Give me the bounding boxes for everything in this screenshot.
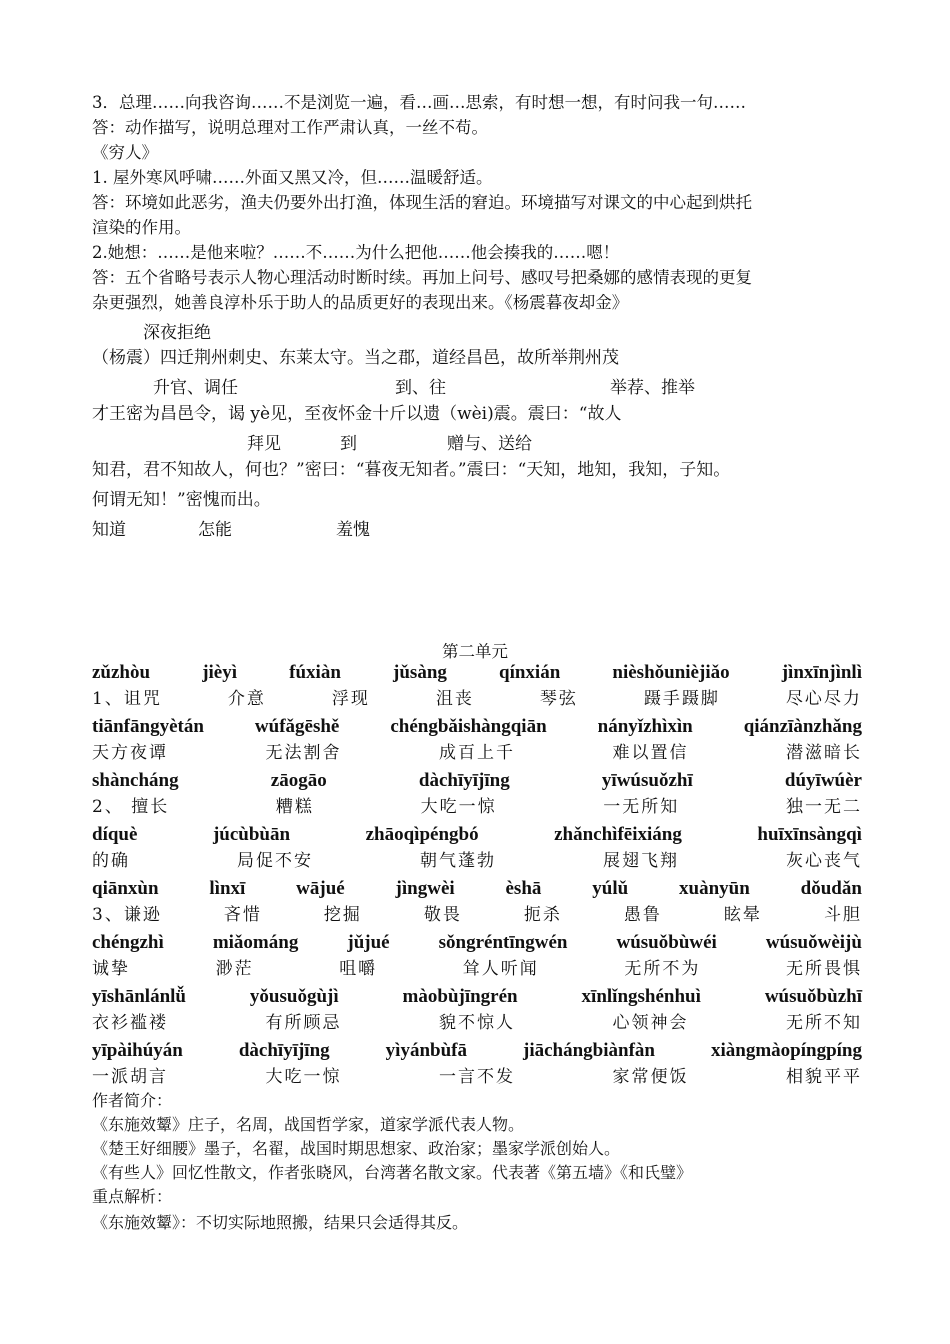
pinyin-word: júcùbùān	[212, 824, 291, 845]
text-line: 《东施效颦》：不切实际地照搬，结果只会适得其反。	[92, 1213, 469, 1232]
pinyin-word: yīwúsuǒzhī	[601, 770, 693, 791]
text-line: 杂更强烈，她善良淳朴乐于助人的品质更好的表现出来。《杨震暮夜却金》	[92, 293, 629, 312]
hanzi-word: 吝惜	[223, 905, 262, 925]
hanzi-word: 蹑手蹑脚	[643, 689, 720, 709]
hanzi-word: 尽心尽力	[785, 689, 862, 709]
text-line: 答：五个省略号表示人物心理活动时断时续。再加上问号、感叹号把桑娜的感情表现的更复	[92, 268, 752, 287]
classical-text-line: 知君，君不知故人，何也？”密曰：“暮夜无知者。”震曰：“天知，地知，我知，子知。	[92, 460, 731, 480]
pinyin-word: jiāchángbiànfàn	[523, 1040, 655, 1061]
hanzi-word: 无所不知	[786, 1013, 862, 1033]
pinyin-word: dàchīyījīng	[418, 770, 510, 791]
classical-text-line: （杨震）四迁荆州刺史、东莱太守。当之郡，道经昌邑，故所举荆州茂	[92, 348, 619, 368]
hanzi-word: 有所顾忌	[265, 1013, 342, 1033]
hanzi-word: 局促不安	[237, 851, 313, 871]
hanzi-row	[92, 794, 862, 820]
hanzi-word: 成百上千	[439, 743, 515, 763]
pinyin-word: dàchīyījīng	[238, 1040, 330, 1061]
hanzi-word: 2、 擅长	[92, 797, 170, 817]
pinyin-row	[92, 876, 862, 902]
pinyin-word: nányǐzhìxìn	[597, 716, 693, 737]
text-line: 答：动作描写，说明总理对工作严肃认真，一丝不苟。	[92, 118, 488, 137]
hanzi-word: 朝气蓬勃	[420, 851, 496, 871]
pinyin-word: wúsuǒbùzhī	[764, 986, 862, 1007]
pinyin-word: tiānfāngyètán	[92, 716, 204, 737]
hanzi-word: 琴弦	[539, 689, 578, 709]
text-line: 作者简介：	[92, 1091, 173, 1110]
hanzi-word: 潜滋暗长	[786, 743, 862, 763]
pinyin-word: chéngbǎishàngqiān	[390, 716, 547, 737]
pinyin-row	[92, 822, 862, 848]
pinyin-word: qínxián	[499, 662, 561, 683]
pinyin-word: yǒusuǒgùjì	[249, 986, 339, 1007]
hanzi-word: 独一无二	[785, 797, 862, 817]
pinyin-word: màobùjīngrén	[402, 986, 518, 1007]
text-line: 重点解析：	[92, 1187, 173, 1206]
pinyin-row	[92, 768, 862, 794]
pinyin-word: jǔjué	[347, 932, 390, 953]
hanzi-word: 浮现	[331, 689, 370, 709]
pinyin-word: qiānxùn	[92, 878, 159, 899]
pinyin-word: miǎománg	[212, 932, 299, 953]
hanzi-word: 无所畏惧	[785, 959, 862, 979]
pinyin-row	[92, 930, 862, 956]
hanzi-row	[92, 848, 862, 874]
classical-text-line: 才王密为昌邑令，谒 yè见，至夜怀金十斤以遗（wèi)震。震曰：“故人	[92, 404, 622, 424]
gloss: 到	[340, 434, 357, 454]
pinyin-word: huīxīnsàngqì	[757, 824, 862, 845]
text-line: 《楚王好细腰》墨子，名翟，战国时期思想家、政治家；墨家学派创始人。	[92, 1139, 621, 1158]
pinyin-word: wājué	[296, 878, 345, 899]
pinyin-word: yīpàihúyán	[92, 1040, 183, 1061]
text-line: 《东施效颦》庄子，名周，战国哲学家，道家学派代表人物。	[92, 1115, 525, 1134]
text-line: 3．总理……向我咨询……不是浏览一遍，看…画…思索，有时想一想，有时问我一句……	[92, 93, 746, 112]
pinyin-word: nièshǒunièjiǎo	[612, 662, 730, 683]
text-line: 《有些人》回忆性散文，作者张晓风，台湾著名散文家。代表著《第五墙》《和氏璧》	[92, 1163, 693, 1182]
hanzi-word: 无所不为	[624, 959, 701, 979]
pinyin-word: wúsuǒbùwéi	[616, 932, 717, 953]
hanzi-word: 敬畏	[423, 905, 462, 925]
pinyin-word: fúxiàn	[289, 662, 341, 683]
pinyin-word: lìnxī	[209, 878, 246, 899]
hanzi-word: 难以置信	[612, 743, 689, 763]
pinyin-word: xīnlǐngshénhuì	[581, 986, 701, 1007]
hanzi-word: 天方夜谭	[92, 743, 168, 763]
hanzi-word: 衣衫褴褛	[92, 1013, 168, 1033]
hanzi-word: 貌不惊人	[439, 1013, 515, 1033]
pinyin-word: zhāoqìpéngbó	[365, 824, 479, 845]
hanzi-word: 家常便饭	[612, 1067, 689, 1087]
section-heading: 第二单元	[442, 642, 508, 661]
hanzi-word: 愚鲁	[623, 905, 662, 925]
hanzi-word: 扼杀	[523, 905, 562, 925]
pinyin-word: díquè	[92, 824, 138, 845]
gloss: 到、往	[395, 378, 446, 398]
hanzi-word: 眩晕	[723, 905, 762, 925]
hanzi-word: 心领神会	[612, 1013, 689, 1033]
hanzi-row	[92, 686, 862, 712]
pinyin-word: zāogāo	[270, 770, 327, 791]
pinyin-word: jièyì	[202, 662, 238, 683]
gloss: 深夜拒绝	[143, 323, 211, 343]
hanzi-word: 渺茫	[215, 959, 254, 979]
pinyin-word: jìnxīnjìnlì	[781, 662, 862, 683]
hanzi-word: 诚挚	[92, 959, 130, 979]
hanzi-word: 大吃一惊	[420, 797, 497, 817]
gloss: 怎能	[198, 520, 232, 540]
hanzi-word: 1、诅咒	[92, 689, 162, 709]
gloss: 举荐、推举	[610, 378, 695, 398]
pinyin-word: xiàngmàopíngpíng	[711, 1040, 862, 1061]
hanzi-word: 挖掘	[323, 905, 362, 925]
pinyin-word: sǒngréntīngwén	[438, 932, 568, 953]
hanzi-row	[92, 902, 862, 928]
hanzi-row	[92, 740, 862, 766]
hanzi-word: 大吃一惊	[265, 1067, 342, 1087]
hanzi-word: 糟糕	[275, 797, 314, 817]
pinyin-word: qiánzīànzhǎng	[743, 716, 862, 737]
hanzi-word: 一言不发	[439, 1067, 515, 1087]
pinyin-word: zhǎnchìfēixiáng	[554, 824, 682, 845]
hanzi-word: 3、谦逊	[92, 905, 162, 925]
pinyin-row	[92, 660, 862, 686]
gloss: 升官、调任	[153, 378, 238, 398]
pinyin-word: èshā	[505, 878, 542, 899]
pinyin-word: yúlǔ	[592, 878, 629, 899]
hanzi-word: 相貌平平	[786, 1067, 862, 1087]
pinyin-word: yìyánbùfā	[385, 1040, 467, 1061]
hanzi-row	[92, 1010, 862, 1036]
hanzi-word: 介意	[227, 689, 266, 709]
pinyin-row	[92, 714, 862, 740]
pinyin-row	[92, 1038, 862, 1064]
pinyin-word: dúyīwúèr	[784, 770, 862, 791]
hanzi-word: 沮丧	[435, 689, 474, 709]
gloss: 知道	[92, 520, 126, 540]
hanzi-row	[92, 1064, 862, 1090]
text-line: 《穷人》	[92, 143, 158, 162]
pinyin-word: shàncháng	[92, 770, 179, 791]
pinyin-word: zǔzhòu	[92, 662, 151, 683]
hanzi-word: 一无所知	[603, 797, 680, 817]
hanzi-row	[92, 956, 862, 982]
pinyin-word: xuànyūn	[679, 878, 750, 899]
hanzi-word: 一派胡言	[92, 1067, 168, 1087]
pinyin-word: jǔsàng	[393, 662, 447, 683]
gloss: 赠与、送给	[447, 434, 532, 454]
hanzi-word: 展翅飞翔	[603, 851, 679, 871]
pinyin-word: wúfǎgēshě	[254, 716, 340, 737]
classical-text-line: 何谓无知！”密愧而出。	[92, 490, 271, 510]
pinyin-word: jìngwèi	[395, 878, 455, 899]
hanzi-word: 灰心丧气	[786, 851, 862, 871]
hanzi-word: 无法割舍	[265, 743, 342, 763]
gloss: 羞愧	[336, 520, 370, 540]
pinyin-row	[92, 984, 862, 1010]
gloss: 拜见	[247, 434, 281, 454]
text-line: 答：环境如此恶劣，渔夫仍要外出打渔，体现生活的窘迫。环境描写对课文的中心起到烘托	[92, 193, 752, 212]
pinyin-word: yīshānlánlǚ	[92, 986, 186, 1007]
text-line: 2.她想：……是他来啦？……不……为什么把他……他会揍我的……嗯！	[92, 243, 620, 262]
hanzi-word: 耸人听闻	[462, 959, 539, 979]
pinyin-word: chéngzhì	[92, 932, 164, 953]
pinyin-word: dǒudǎn	[800, 878, 862, 899]
hanzi-word: 斗胆	[823, 905, 862, 925]
text-line: 渲染的作用。	[92, 218, 191, 237]
pinyin-word: wúsuǒwèijù	[765, 932, 862, 953]
hanzi-word: 的确	[92, 851, 130, 871]
hanzi-word: 咀嚼	[339, 959, 378, 979]
text-line: 1. 屋外寒风呼啸……外面又黑又冷，但……温暖舒适。	[92, 168, 493, 187]
